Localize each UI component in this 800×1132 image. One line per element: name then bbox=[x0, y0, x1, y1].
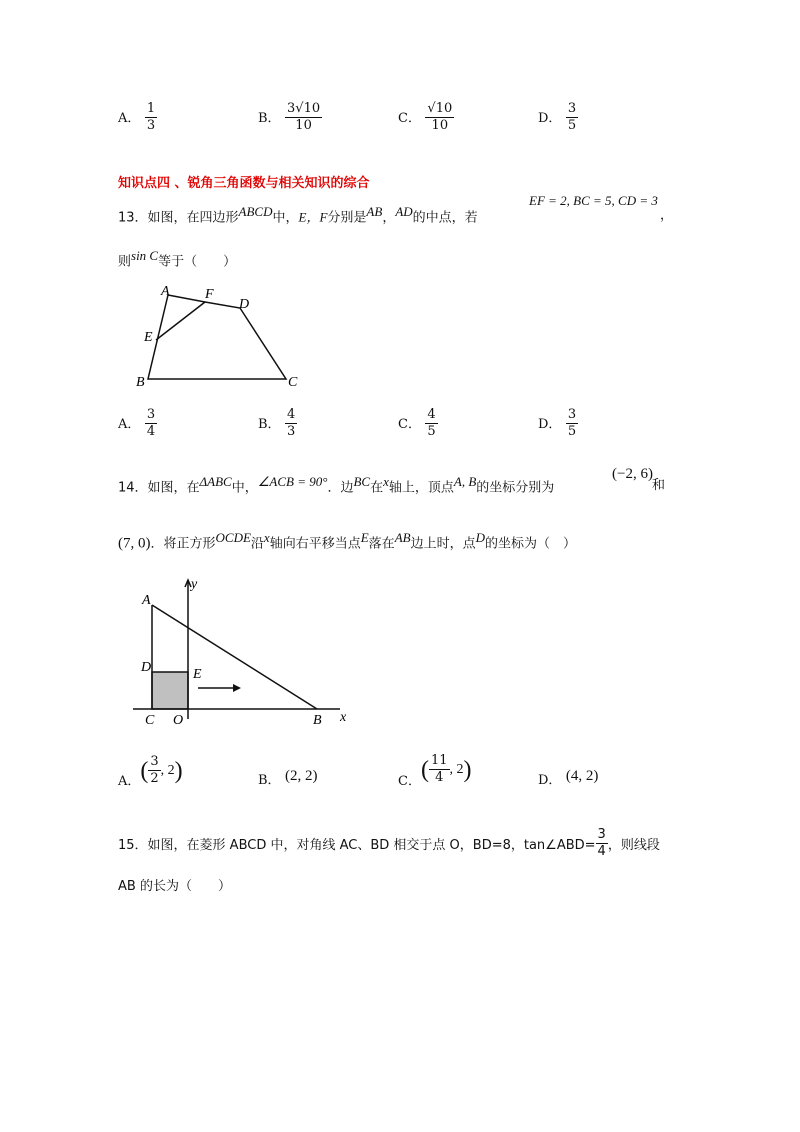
q14-and: 和 bbox=[652, 478, 666, 493]
q14-option-c[interactable] bbox=[398, 750, 472, 789]
option-text: (2, 2) bbox=[285, 768, 318, 784]
label-c: C bbox=[145, 713, 155, 725]
q13-comma: ， bbox=[660, 208, 674, 223]
left-paren: ( bbox=[140, 757, 149, 784]
math-abcd: ABCD bbox=[238, 204, 273, 219]
text: 中， bbox=[231, 480, 258, 496]
text: 沿 bbox=[250, 536, 264, 552]
label-y: y bbox=[191, 577, 198, 592]
q14-option-d[interactable] bbox=[538, 768, 598, 788]
text: 则 bbox=[118, 254, 132, 270]
math-x: x bbox=[263, 530, 270, 545]
q12-option-b[interactable] bbox=[258, 102, 322, 134]
label-d: D bbox=[141, 660, 152, 675]
label-b: B bbox=[313, 713, 322, 725]
q13-option-a[interactable] bbox=[118, 408, 157, 440]
math-ab: A, B bbox=[453, 474, 477, 489]
label-f: F bbox=[205, 287, 214, 302]
math-ab: AB bbox=[394, 530, 411, 545]
text: 中， bbox=[272, 210, 299, 226]
label-x: x bbox=[340, 710, 347, 725]
option-rest: , 2 bbox=[449, 761, 464, 777]
math-e: E bbox=[360, 530, 369, 545]
math-coord-b: (7, 0) bbox=[118, 535, 151, 552]
math-d: D bbox=[475, 530, 485, 545]
text: 13．如图，在四边形 bbox=[118, 210, 239, 226]
text: 轴向右平移当点 bbox=[269, 536, 361, 552]
text: 落在 bbox=[368, 536, 395, 552]
q12-option-c[interactable] bbox=[398, 102, 454, 134]
segment-ef bbox=[156, 302, 205, 340]
q12-option-d[interactable] bbox=[538, 102, 578, 134]
q13-option-d[interactable] bbox=[538, 408, 578, 440]
text: 轴上，顶点 bbox=[388, 480, 454, 496]
option-fraction: $\frac{4}{5}$ bbox=[427, 407, 436, 440]
q13-stem-line1 bbox=[118, 204, 478, 225]
text: 14．如图，在 bbox=[118, 480, 200, 496]
label-o: O bbox=[173, 713, 184, 725]
option-letter: B． bbox=[258, 110, 281, 126]
text: 的坐标为（ ） bbox=[484, 536, 576, 552]
text: ，则线段 bbox=[607, 838, 660, 854]
q13-quadrilateral-figure bbox=[130, 280, 310, 390]
option-text: (4, 2) bbox=[565, 768, 599, 784]
text: 15．如图，在菱形 ABCD 中，对角线 AC、BD 相交于点 O，BD=8，tan∠ABD= bbox=[118, 838, 596, 854]
label-b: B bbox=[136, 375, 145, 390]
option-letter: C． bbox=[398, 110, 421, 126]
math-sinc: sin C bbox=[131, 248, 159, 263]
label-d: D bbox=[239, 297, 250, 312]
text: 的中点，若 bbox=[412, 210, 478, 226]
option-fraction: $\frac{3}{5}$ bbox=[567, 407, 577, 440]
option-fraction: $\frac{11}{4}$ bbox=[430, 752, 448, 785]
q13-condition: EF = 2, BC = 5, CD = 3 bbox=[529, 193, 658, 208]
option-letter: D． bbox=[538, 416, 562, 432]
fraction: $\frac{3}{4}$ bbox=[597, 827, 606, 860]
math-triangle: ΔABC bbox=[199, 474, 232, 489]
right-paren: ) bbox=[174, 757, 183, 784]
option-fraction: $\frac{1}{3}$ bbox=[146, 101, 156, 134]
text: 的坐标分别为 bbox=[476, 480, 555, 496]
square-ocde bbox=[152, 672, 188, 709]
option-letter: A． bbox=[118, 416, 141, 432]
option-rest: , 2 bbox=[160, 762, 175, 778]
right-arrow-icon bbox=[233, 684, 241, 692]
quad-edges bbox=[148, 295, 286, 379]
q13-option-c[interactable] bbox=[398, 408, 438, 440]
math-x: x bbox=[383, 474, 389, 489]
option-fraction: $\frac{3}{4}$ bbox=[146, 407, 156, 440]
option-letter: B． bbox=[258, 416, 281, 432]
option-fraction: $\frac{3}{2}$ bbox=[150, 753, 159, 786]
math-ab: AB bbox=[366, 204, 383, 219]
math-ocde: OCDE bbox=[215, 530, 251, 545]
quad-outline bbox=[148, 295, 286, 379]
right-paren: ) bbox=[463, 756, 472, 783]
option-fraction: $\frac{3√10}{10}$ bbox=[287, 101, 321, 134]
label-c: C bbox=[288, 375, 298, 390]
math-bc: BC bbox=[353, 474, 371, 489]
option-letter: B． bbox=[258, 773, 281, 788]
label-e: E bbox=[144, 330, 153, 345]
text: 边上时，点 bbox=[410, 536, 476, 552]
q13-stem-line2 bbox=[118, 248, 236, 269]
text: ．边 bbox=[327, 480, 354, 496]
text: 分别是 bbox=[327, 210, 367, 226]
q14-stem-line2 bbox=[118, 530, 576, 552]
option-letter: C． bbox=[398, 774, 421, 789]
q14-option-a[interactable] bbox=[118, 752, 183, 789]
option-letter: C． bbox=[398, 416, 421, 432]
text: ．将正方形 bbox=[150, 536, 216, 552]
label-a: A bbox=[142, 593, 151, 608]
option-fraction: $\frac{3}{5}$ bbox=[567, 101, 577, 134]
section-heading: 知识点四 、锐角三角函数与相关知识的综合 bbox=[118, 176, 370, 191]
q14-coord-a: (−2, 6) bbox=[612, 466, 653, 482]
math-ad: AD bbox=[395, 204, 413, 219]
math-ef: E，F bbox=[298, 209, 328, 225]
option-letter: D． bbox=[538, 773, 562, 788]
text: 等于（ ） bbox=[158, 254, 237, 270]
q14-triangle-figure bbox=[125, 575, 365, 725]
q12-option-a[interactable] bbox=[118, 102, 157, 134]
q14-option-b[interactable] bbox=[258, 768, 318, 788]
option-letter: A． bbox=[118, 774, 141, 789]
option-fraction: $\frac{√10}{10}$ bbox=[427, 101, 453, 134]
q15-stem-line1 bbox=[118, 828, 660, 860]
q15-stem-line2: AB 的长为（ ） bbox=[118, 879, 231, 894]
option-letter: A． bbox=[118, 110, 141, 126]
q14-stem-line1 bbox=[118, 474, 554, 495]
option-fraction: $\frac{4}{3}$ bbox=[287, 407, 296, 440]
math-angle: ∠ACB = 90° bbox=[257, 474, 328, 489]
left-paren: ( bbox=[420, 756, 429, 783]
label-e: E bbox=[193, 667, 202, 682]
q13-option-b[interactable] bbox=[258, 408, 297, 440]
option-letter: D． bbox=[538, 110, 562, 126]
text: 在 bbox=[370, 480, 384, 496]
label-a: A bbox=[161, 284, 170, 299]
text: ， bbox=[382, 210, 396, 226]
